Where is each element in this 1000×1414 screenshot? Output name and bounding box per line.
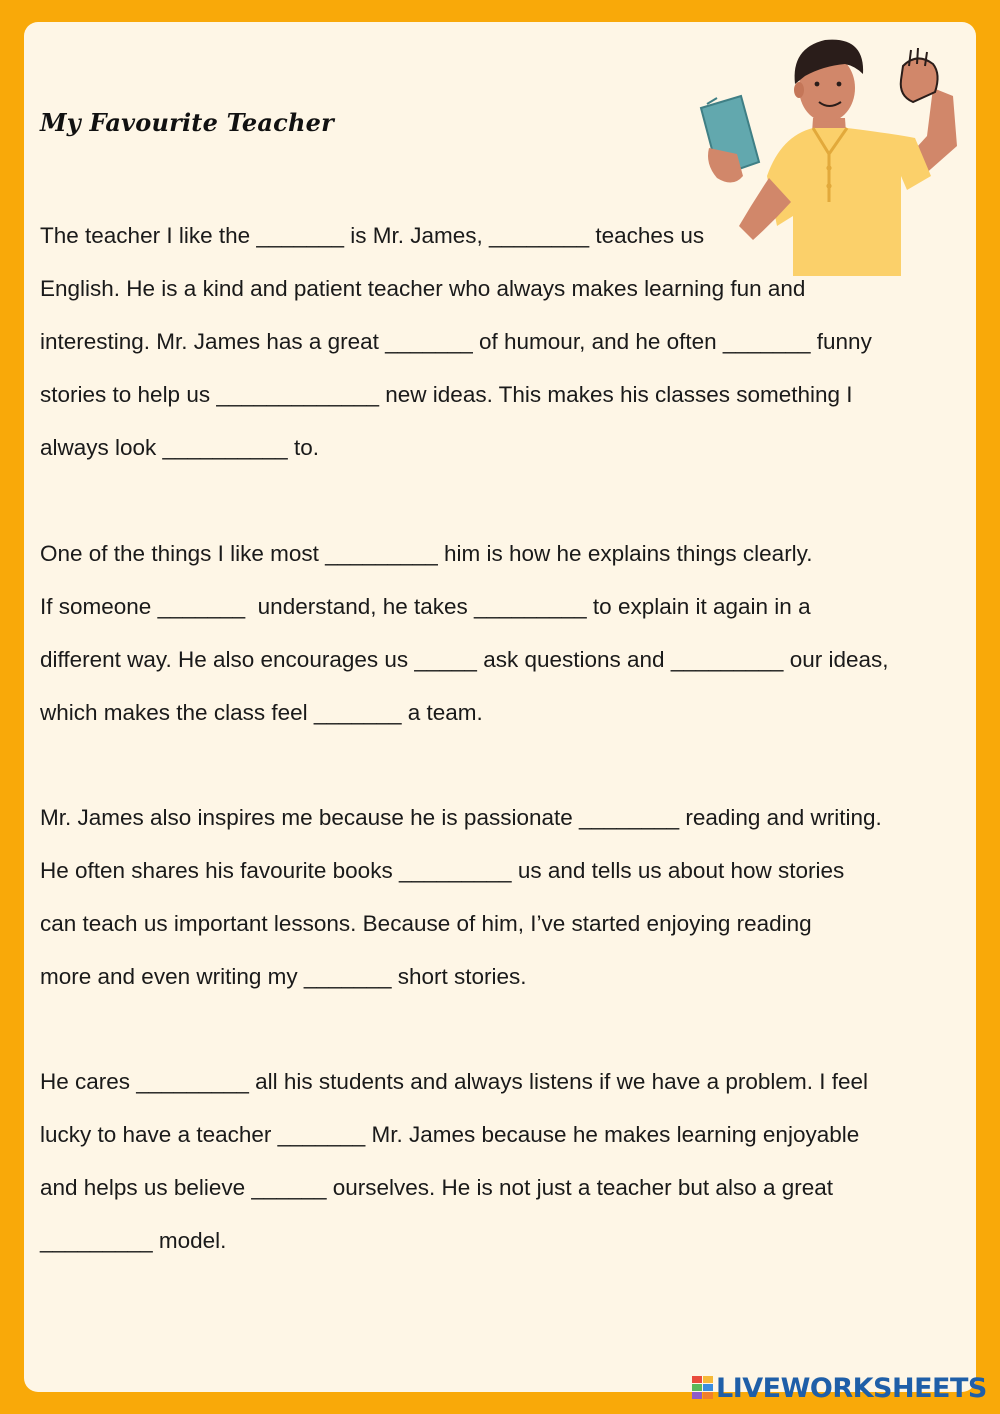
text-line: _________ model. bbox=[40, 1228, 227, 1253]
shirt-button bbox=[826, 165, 831, 170]
ear-shape bbox=[794, 82, 804, 98]
logo-block bbox=[692, 1384, 702, 1391]
eye bbox=[837, 82, 842, 87]
shirt-shape bbox=[767, 128, 931, 276]
text-line: He often shares his favourite books _________ us and tells us about how stories bbox=[40, 858, 845, 883]
text-line: If someone _______ understand, he takes _________ to explain it again in a bbox=[40, 594, 811, 619]
logo-block bbox=[703, 1392, 713, 1399]
logo-block bbox=[703, 1384, 713, 1391]
text-line: Mr. James also inspires me because he is passionate ________ reading and writing. bbox=[40, 805, 882, 830]
text-line: English. He is a kind and patient teacher who always makes learning fun and bbox=[40, 276, 806, 301]
logo-block bbox=[703, 1376, 713, 1383]
text-line: different way. He also encourages us _____ ask questions and _________ our ideas, bbox=[40, 647, 889, 672]
brand-name: LIVEWORKSHEETS bbox=[716, 1373, 987, 1404]
shirt-button bbox=[826, 183, 831, 188]
text-line: more and even writing my _______ short stories. bbox=[40, 964, 527, 989]
logo-block bbox=[692, 1376, 702, 1383]
text-line: lucky to have a teacher _______ Mr. James because he makes learning enjoyable bbox=[40, 1122, 860, 1147]
text-line: can teach us important lessons. Because of him, I’ve started enjoying reading bbox=[40, 911, 812, 936]
text-line: He cares _________ all his students and always listens if we have a problem. I feel bbox=[40, 1069, 868, 1094]
teacher-with-book-illustration bbox=[695, 26, 975, 276]
eye bbox=[815, 82, 820, 87]
text-line: stories to help us _____________ new ideas. This makes his classes something I bbox=[40, 382, 853, 407]
text-line: One of the things I like most _________ him is how he explains things clearly. bbox=[40, 541, 813, 566]
worksheet-title: My Favourite Teacher bbox=[40, 108, 334, 137]
text-line: interesting. Mr. James has a great _______ of humour, and he often _______ funny bbox=[40, 329, 872, 354]
logo-block bbox=[692, 1392, 702, 1399]
fist-shape bbox=[901, 58, 938, 102]
text-line: which makes the class feel _______ a team. bbox=[40, 700, 483, 725]
text-line: and helps us believe ______ ourselves. He is not just a teacher but also a great bbox=[40, 1175, 834, 1200]
liveworksheets-brand bbox=[692, 1372, 992, 1406]
liveworksheets-logo-icon bbox=[692, 1376, 714, 1400]
text-line: The teacher I like the _______ is Mr. James, ________ teaches us bbox=[40, 223, 705, 248]
text-line: always look __________ to. bbox=[40, 435, 319, 460]
